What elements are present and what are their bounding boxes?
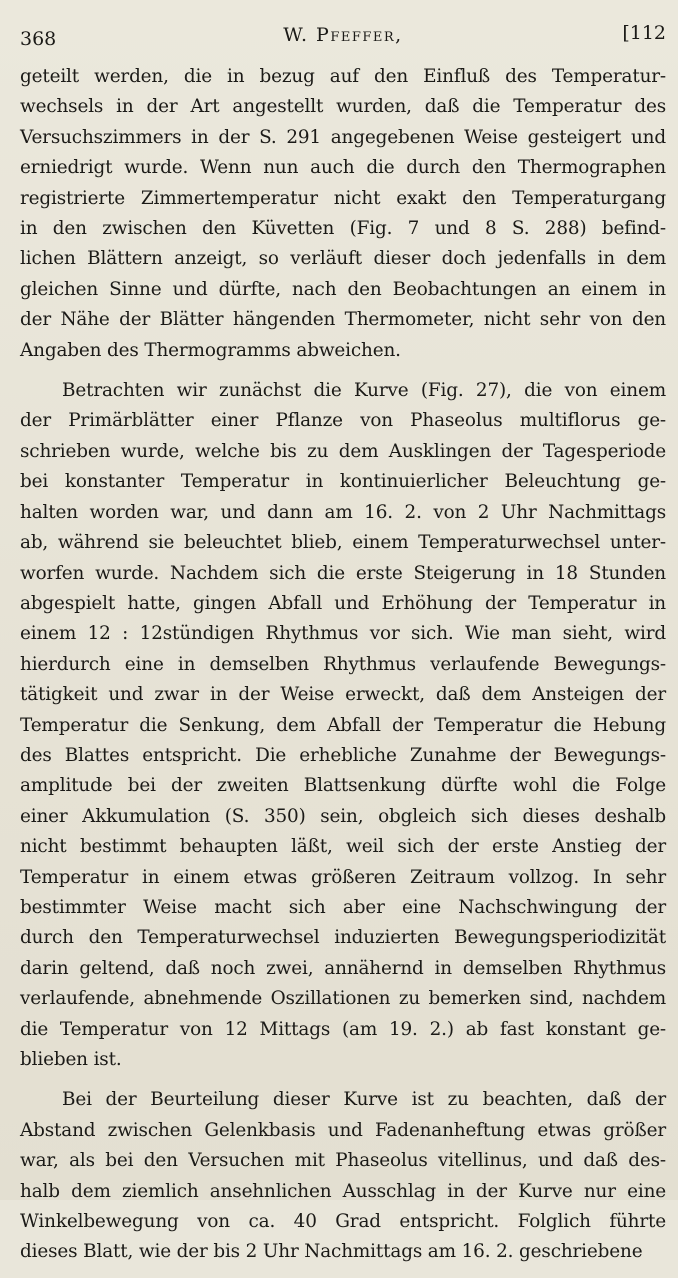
text-line: tätigkeit und zwar in der Weise erweckt, daß dem Ansteigen der — [20, 684, 666, 706]
text-line: einem 12 : 12stündigen Rhythmus vor sich. Wie man sieht, wird — [20, 623, 666, 645]
text-line: hierdurch eine in demselben Rhythmus verlaufende Bewegungs- — [20, 653, 666, 675]
text-line: geteilt werden, die in bezug auf den Einfluß des Temperatur- — [20, 66, 666, 87]
text-line: die Temperatur von 12 Mittags (am 19. 2.) ab fast konstant ge- — [20, 1018, 666, 1040]
section-mark: [112 — [622, 22, 666, 44]
page-number: 368 — [20, 28, 57, 50]
text-line: einer Akkumulation (S. 350) sein, obgleich sich dieses deshalb — [20, 805, 666, 827]
paragraph — [20, 376, 666, 1075]
text-line: ab, während sie beleuchtet blieb, einem Temperaturwechsel unter- — [20, 532, 666, 554]
page-body — [20, 62, 666, 1278]
text-line: abgespielt hatte, gingen Abfall und Erhöhung der Temperatur in — [20, 592, 666, 614]
text-line: Temperatur in einem etwas größeren Zeitraum vollzog. In sehr — [20, 866, 666, 888]
text-line: des Blattes entspricht. Die erhebliche Zunahme der Bewegungs- — [20, 744, 666, 766]
text-line: worfen wurde. Nachdem sich die erste Steigerung in 18 Stunden — [20, 562, 666, 584]
text-line: Abstand zwischen Gelenkbasis und Fadenanheftung etwas größer — [20, 1119, 666, 1141]
text-line: der Primärblätter einer Pflanze von Phaseolus multiflorus ge- — [20, 410, 666, 432]
text-line: Temperatur die Senkung, dem Abfall der Temperatur die Hebung — [20, 714, 666, 736]
paragraph — [20, 1085, 666, 1267]
text-line: Betrachten wir zunächst die Kurve (Fig. 27), die von einem — [62, 380, 666, 402]
text-line: nicht bestimmt behaupten läßt, weil sich der erste Anstieg der — [20, 836, 666, 858]
running-head: W. Pfeffer, — [283, 24, 403, 46]
text-line: durch den Temperaturwechsel induzierten Bewegungsperiodizität — [20, 927, 666, 949]
text-line: Winkelbewegung von ca. 40 Grad entspricht. Folglich führte — [20, 1211, 666, 1233]
text-line: halb dem ziemlich ansehnlichen Ausschlag in der Kurve nur eine — [20, 1180, 666, 1202]
page-header — [20, 22, 666, 48]
text-line: Angaben des Thermogramms abweichen. — [20, 339, 401, 361]
text-line: schrieben wurde, welche bis zu dem Ausklingen der Tagesperiode — [20, 440, 666, 462]
text-line: Versuchszimmers in der S. 291 angegebenen Weise gesteigert und — [20, 126, 666, 148]
text-line: halten worden war, und dann am 16. 2. von 2 Uhr Nachmittags — [20, 501, 666, 523]
text-line: war, als bei den Versuchen mit Phaseolus vitellinus, und daß des- — [20, 1150, 666, 1172]
text-line: lichen Blättern anzeigt, so verläuft dieser doch jedenfalls in dem — [20, 248, 666, 270]
text-line: verlaufende, abnehmende Oszillationen zu bemerken sind, nachdem — [20, 988, 666, 1010]
text-line: gleichen Sinne und dürfte, nach den Beobachtungen an einem in — [20, 278, 666, 300]
text-line: der Nähe der Blätter hängenden Thermometer, nicht sehr von den — [20, 309, 666, 331]
text-line: bei konstanter Temperatur in kontinuierlicher Beleuchtung ge- — [20, 471, 666, 493]
text-line: blieben ist. — [20, 1049, 122, 1070]
text-line: dieses Blatt, wie der bis 2 Uhr Nachmittags am 16. 2. geschriebene — [20, 1241, 643, 1263]
text-line: darin geltend, daß noch zwei, annähernd in demselben Rhythmus — [20, 957, 666, 979]
text-line: wechsels in der Art angestellt wurden, daß die Temperatur des — [20, 96, 666, 118]
text-line: registrierte Zimmertemperatur nicht exakt den Temperaturgang — [20, 187, 666, 209]
text-line: bestimmter Weise macht sich aber eine Nachschwingung der — [20, 896, 666, 918]
text-line: in den zwischen den Küvetten (Fig. 7 und 8 S. 288) befind- — [20, 218, 666, 240]
paragraph — [20, 62, 666, 366]
text-line: Bei der Beurteilung dieser Kurve ist zu beachten, daß der — [62, 1089, 666, 1111]
text-line: amplitude bei der zweiten Blattsenkung dürfte wohl die Folge — [20, 775, 666, 797]
text-line: erniedrigt wurde. Wenn nun auch die durch den Thermographen — [20, 157, 666, 179]
